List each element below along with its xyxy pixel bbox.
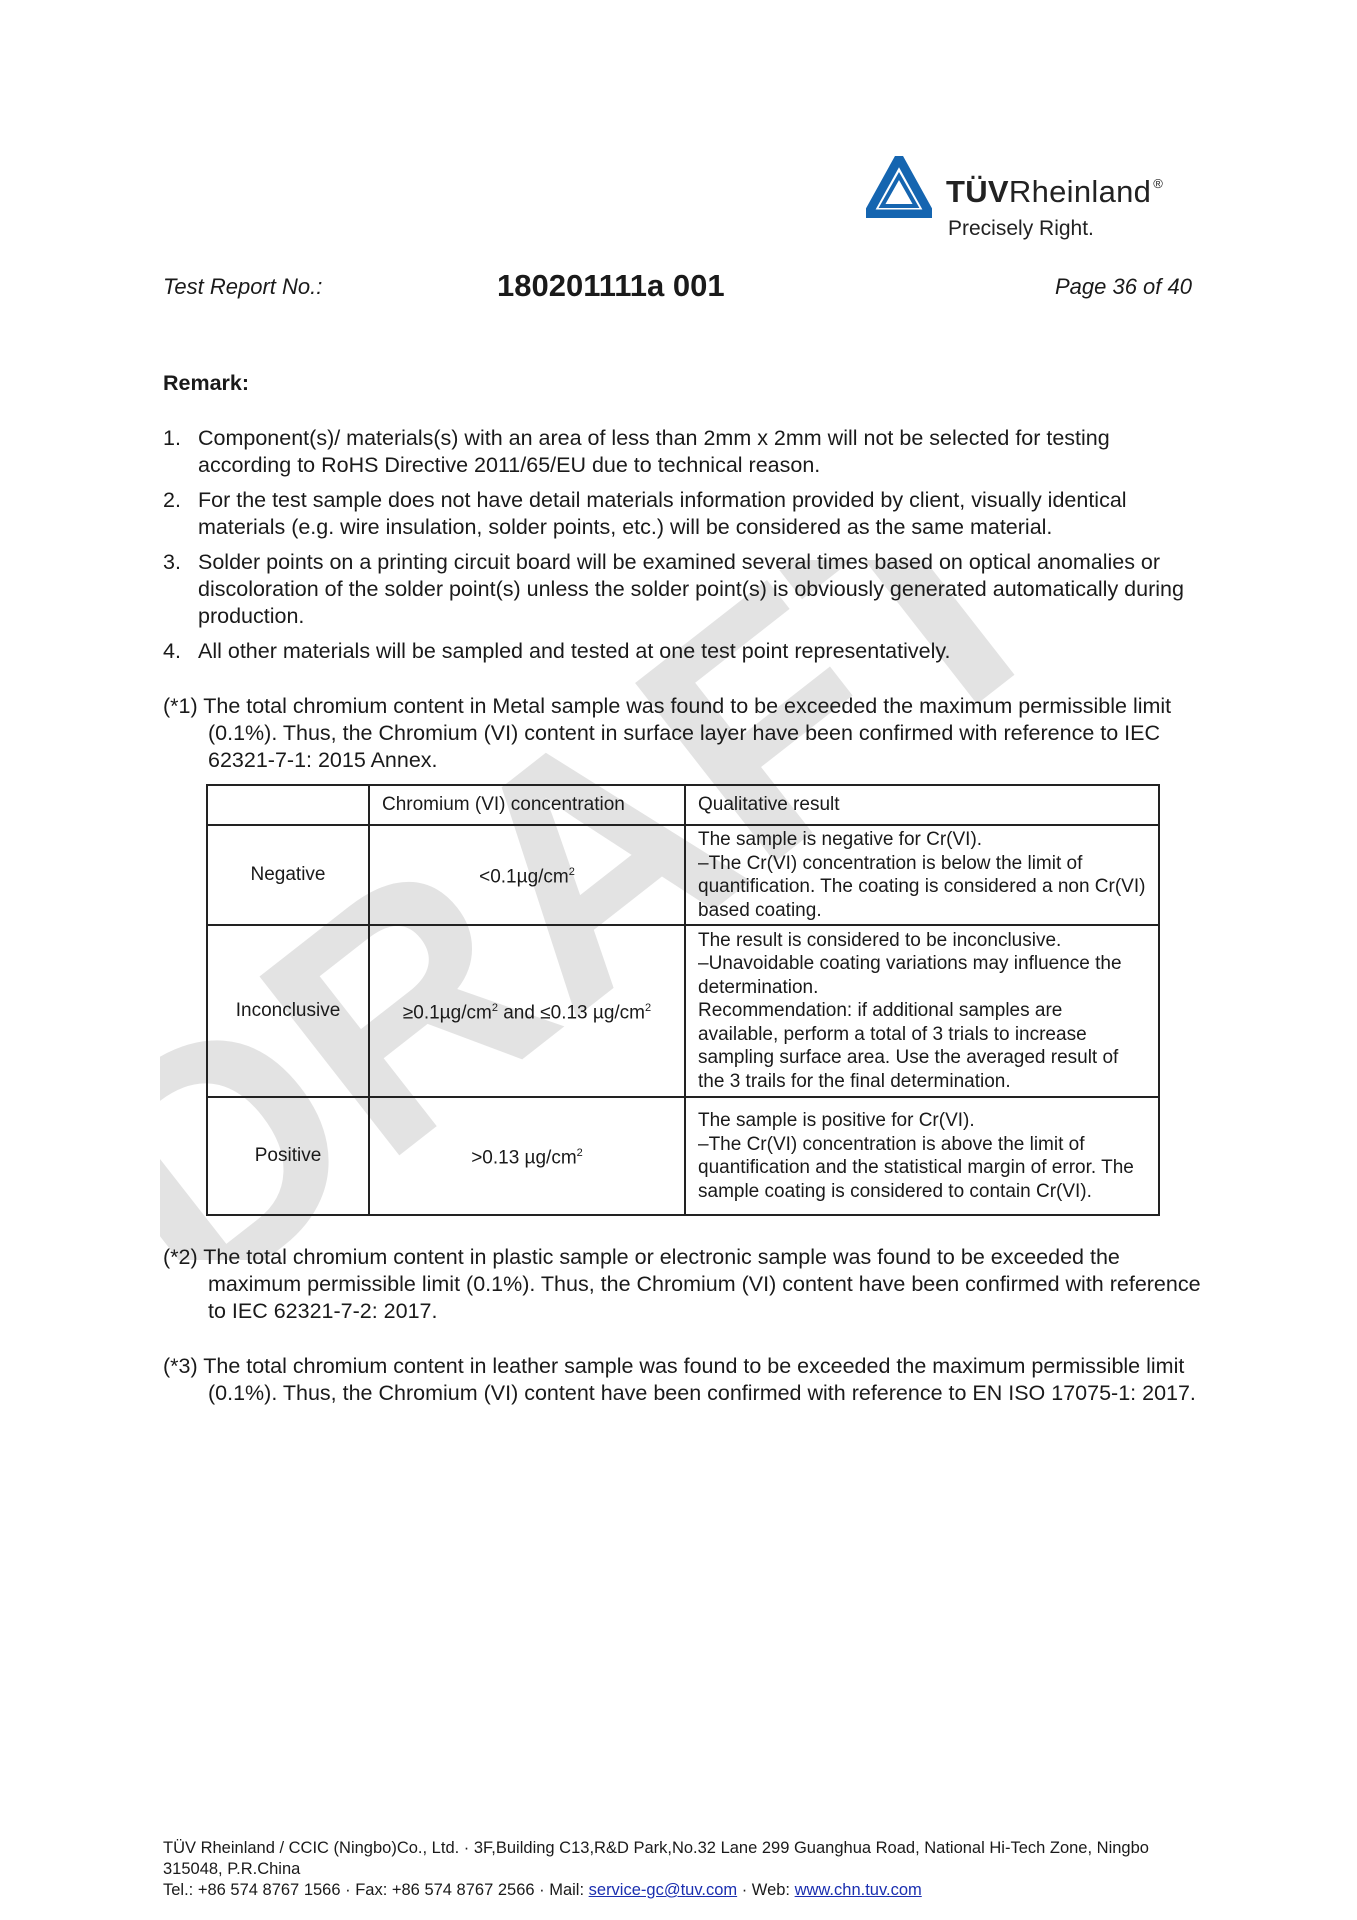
- list-item: 2. For the test sample does not have detail materials information provided by client, visually identical materials (e.g. wire insulation, solder points, etc.) will be considered as the same material.: [163, 488, 1127, 539]
- table-row: [207, 1097, 1159, 1215]
- row-label: Positive: [207, 1097, 369, 1215]
- chromium-table: [206, 784, 1160, 1216]
- result-cell: The sample is negative for Cr(VI). –The Cr(VI) concentration is below the limit of quantification. The coating is considered a non Cr(VI) based coating.: [685, 825, 1159, 925]
- list-item: 1. Component(s)/ materials(s) with an area of less than 2mm x 2mm will not be selected for testing according to RoHS Directive 2011/65/EU due to technical reason.: [163, 426, 1110, 477]
- brand-tagline: Precisely Right.: [948, 217, 1094, 240]
- row-label: Inconclusive: [207, 925, 369, 1097]
- concentration-cell: $<0.1\mu g/cm^2$: [369, 825, 685, 925]
- tuv-logo: [866, 152, 1206, 242]
- report-number: 180201111a 001: [497, 268, 725, 303]
- result-cell: The sample is positive for Cr(VI). –The Cr(VI) concentration is above the limit of quantification and the statistical margin of error. The sample coating is considered to contain Cr(VI).: [685, 1097, 1159, 1215]
- report-header: [163, 268, 1192, 308]
- list-item: 3. Solder points on a printing circuit board will be examined several times based on optical anomalies or discoloration of the solder point(s) unless the solder point(s) is obviously generated automatically during production.: [163, 550, 1184, 628]
- table-header: [207, 785, 369, 825]
- remark-title: Remark:: [163, 371, 250, 395]
- remark-list: [163, 425, 1203, 665]
- table-row: [207, 825, 1159, 925]
- table-row: [207, 925, 1159, 1097]
- brand-name: TÜVRheinland ®: [946, 174, 1164, 209]
- table-header: Chromium (VI) concentration: [369, 785, 685, 825]
- report-body: [163, 370, 1203, 1407]
- tuv-triangle-icon: [866, 156, 932, 218]
- concentration-cell: $\ge 0.1\mu g/cm^2$ and ≤0.13 $\mu g/cm^2$: [369, 925, 685, 1097]
- concentration-cell: >0.13 $\mu g/cm^2$: [369, 1097, 685, 1215]
- footer-contact: Tel.: +86 574 8767 1566 · Fax: +86 574 8767 2566 · Mail: service-gc@tuv.com · Web: www.chn.tuv.com: [163, 1881, 922, 1899]
- footer-address: TÜV Rheinland / CCIC (Ningbo)Co., Ltd. · 3F,Building C13,R&D Park,No.32 Lane 299 Guanghua Road, National Hi-Tech Zone, Ningbo 315048, P.R.China: [163, 1839, 1149, 1878]
- watermark-text: DRAFT: [160, 560, 1060, 1260]
- mail-link[interactable]: service-gc@tuv.com: [588, 1881, 738, 1899]
- table-header: Qualitative result: [685, 785, 1159, 825]
- page-number: Page 36 of 40: [1054, 274, 1192, 299]
- result-cell: The result is considered to be inconclusive. –Unavoidable coating variations may influence the determination. Recommendation: if additional samples are available, perform a total of 3 trials to increase sampling surface area. Use the averaged result of the 3 trails for the final determination.: [685, 925, 1159, 1097]
- row-label: Negative: [207, 825, 369, 925]
- list-item: 4. All other materials will be sampled and tested at one test point representatively.: [163, 639, 951, 663]
- table-header-row: [207, 785, 1159, 825]
- note-2: (*2) The total chromium content in plastic sample or electronic sample was found to be exceeded the maximum permissible limit (0.1%). Thus, the Chromium (VI) content have been confirmed with reference to IEC 62321-7-2: 2017.: [163, 1245, 1201, 1323]
- web-link[interactable]: www.chn.tuv.com: [794, 1881, 922, 1899]
- note-3: (*3) The total chromium content in leather sample was found to be exceeded the maximum permissible limit (0.1%). Thus, the Chromium (VI) content have been confirmed with reference to EN ISO 17075-1: 2017.: [163, 1354, 1196, 1405]
- note-1: (*1) The total chromium content in Metal sample was found to be exceeded the maximum permissible limit (0.1%). Thus, the Chromium (VI) content in surface layer have been confirmed with reference to IEC 62321-7-1: 2015 Annex.: [163, 694, 1172, 772]
- page-footer: [163, 1838, 1203, 1901]
- report-label: Test Report No.:: [163, 274, 323, 299]
